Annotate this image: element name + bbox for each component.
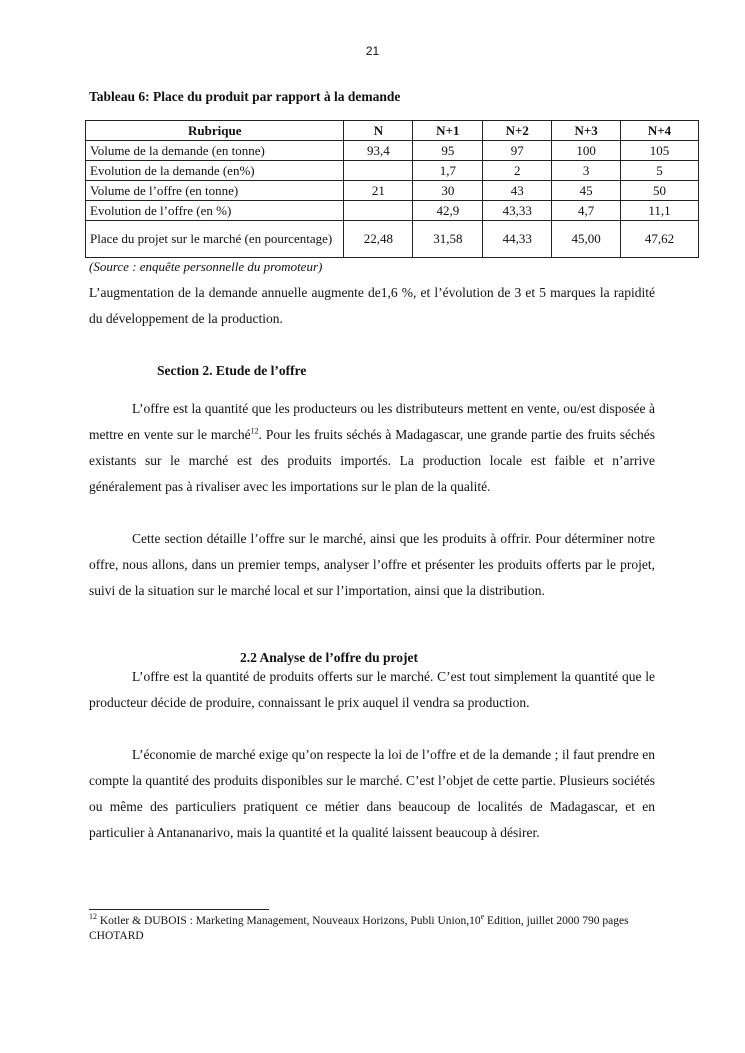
table-cell: 43	[483, 181, 552, 201]
table-header-cell: N+4	[621, 121, 699, 141]
footnote-text-continued: Edition, juillet 2000 790 pages CHOTARD	[89, 915, 629, 942]
table-cell: 4,7	[552, 201, 621, 221]
demand-paragraph: L’augmentation de la demande annuelle augmente de1,6 %, et l’évolution de 3 et 5 marques la rapidité du développement de la production.	[89, 285, 655, 326]
section-heading: Section 2. Etude de l’offre	[157, 363, 307, 378]
table-cell: 42,9	[413, 201, 483, 221]
table-cell: 11,1	[621, 201, 699, 221]
table-header-cell: N	[344, 121, 413, 141]
table-source: (Source : enquête personnelle du promoteur)	[89, 259, 323, 274]
footnote-separator	[89, 909, 269, 910]
table-cell: 31,58	[413, 221, 483, 258]
table-header-row	[86, 121, 699, 141]
table-cell: 93,4	[344, 141, 413, 161]
table-cell: 44,33	[483, 221, 552, 258]
table-row	[86, 221, 699, 258]
table-row	[86, 181, 699, 201]
table-cell: 30	[413, 181, 483, 201]
table-cell: 21	[344, 181, 413, 201]
table-cell: 1,7	[413, 161, 483, 181]
table-cell: 5	[621, 161, 699, 181]
table-title: Tableau 6: Place du produit par rapport à la demande	[89, 89, 401, 104]
analysis-paragraph-1: L’offre est la quantité de produits offerts sur le marché. C’est tout simplement la quantité que le producteur décide de produire, connaissant le prix auquel il vendra sa production.	[89, 669, 655, 710]
table-cell	[344, 161, 413, 181]
table-header-cell: Rubrique	[86, 121, 344, 141]
footnote-text: Kotler & DUBOIS : Marketing Management, Nouveaux Horizons, Publi Union,10	[97, 915, 481, 927]
footnote-superscript: e	[480, 912, 485, 922]
table-cell: Volume de la demande (en tonne)	[86, 141, 344, 161]
table-cell: 105	[621, 141, 699, 161]
footnote	[89, 914, 655, 944]
demand-table	[85, 120, 699, 258]
section-paragraph-1-continued: . Pour les fruits séchés à Madagascar, une grande partie des fruits séchés existants sur le marché est des produits importés. La production locale est faible et n’arrive généralement pas à rivaliser avec les importations sur le plan de la qualité.	[89, 427, 655, 494]
table-cell: 45,00	[552, 221, 621, 258]
table-header-cell: N+2	[483, 121, 552, 141]
table-cell: 2	[483, 161, 552, 181]
table-cell: 43,33	[483, 201, 552, 221]
table-cell: Place du projet sur le marché (en pourcentage)	[86, 221, 344, 258]
table-cell: 50	[621, 181, 699, 201]
footnote-number: 12	[89, 912, 97, 922]
table-cell: 100	[552, 141, 621, 161]
table-cell	[344, 201, 413, 221]
table-cell: 45	[552, 181, 621, 201]
subsection-heading: 2.2 Analyse de l’offre du projet	[240, 650, 418, 665]
table-row	[86, 141, 699, 161]
section-paragraph-1-text: L’offre est la quantité que les producteurs ou les distributeurs mettent en vente, ou/est disposée à mettre en vente sur le marché	[89, 401, 655, 442]
table-cell: Evolution de l’offre (en %)	[86, 201, 344, 221]
page-number: 21	[365, 44, 380, 58]
section-paragraph-2: Cette section détaille l’offre sur le marché, ainsi que les produits à offrir. Pour déterminer notre offre, nous allons, dans un premier temps, analyser l’offre et présenter les produits offerts par le projet, suivi de la situation sur le marché local et sur l’importation, ainsi que la distribution.	[89, 531, 655, 598]
table-cell: Volume de l’offre (en tonne)	[86, 181, 344, 201]
footnote-reference[interactable]: 12	[250, 426, 259, 436]
section-paragraph-1	[89, 396, 655, 500]
table-cell: Evolution de la demande (en%)	[86, 161, 344, 181]
table-header-cell: N+3	[552, 121, 621, 141]
table-row	[86, 201, 699, 221]
table-row	[86, 161, 699, 181]
table-cell: 3	[552, 161, 621, 181]
table-cell: 97	[483, 141, 552, 161]
analysis-paragraph-2: L’économie de marché exige qu’on respecte la loi de l’offre et de la demande ; il faut prendre en compte la quantité des produits disponibles sur le marché. C’est l’objet de cette partie. Plusieurs sociétés ou même des particuliers pratiquent ce métier dans beaucoup de localités de Madagascar, et en particulier à Antananarivo, mais la quantité et la qualité laissent beaucoup à désirer.	[89, 747, 655, 840]
table-cell: 47,62	[621, 221, 699, 258]
table-cell: 95	[413, 141, 483, 161]
table-cell: 22,48	[344, 221, 413, 258]
table-header-cell: N+1	[413, 121, 483, 141]
